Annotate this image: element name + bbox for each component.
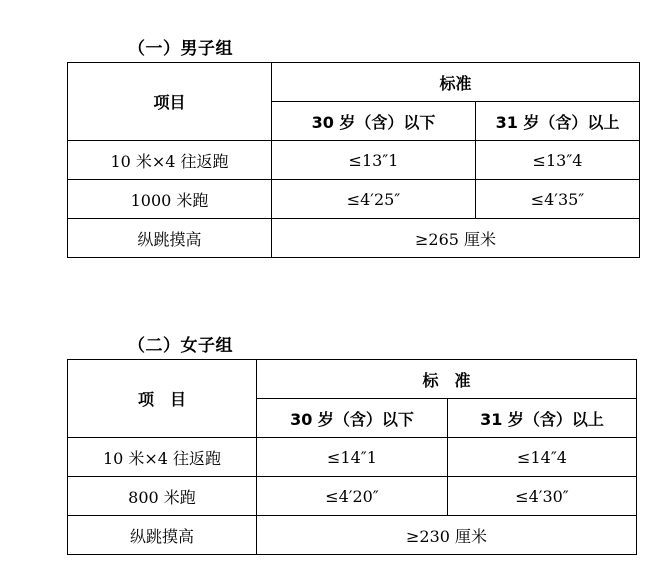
table-row	[68, 516, 637, 555]
row-value-b: ≤4′30″	[448, 477, 637, 516]
section-title-women: （二）女子组	[128, 336, 233, 356]
row-value-b: ≤14″4	[448, 438, 637, 477]
table-row	[68, 180, 640, 219]
row-value-a: ≤4′20″	[257, 477, 448, 516]
row-item: 1000 米跑	[68, 180, 272, 219]
section-title-men: （一）男子组	[128, 39, 233, 59]
row-value-b: ≤13″4	[476, 141, 640, 180]
table-row	[68, 477, 637, 516]
row-value-merged: ≥265 厘米	[272, 219, 640, 258]
row-item: 800 米跑	[68, 477, 257, 516]
row-value-b: ≤4′35″	[476, 180, 640, 219]
row-item: 纵跳摸高	[68, 219, 272, 258]
row-value-merged: ≥230 厘米	[257, 516, 637, 555]
row-item: 纵跳摸高	[68, 516, 257, 555]
row-value-a: ≤14″1	[257, 438, 448, 477]
table-row	[68, 219, 640, 258]
header-age-over-31: 31 岁（含）以上	[476, 102, 640, 141]
header-age-over-31: 31 岁（含）以上	[448, 399, 637, 438]
header-age-under-30: 30 岁（含）以下	[272, 102, 476, 141]
standards-table-women	[67, 359, 637, 555]
header-item: 项 目	[68, 360, 257, 438]
table-row	[68, 141, 640, 180]
table-row	[68, 438, 637, 477]
standards-table-men	[67, 62, 640, 258]
header-age-under-30: 30 岁（含）以下	[257, 399, 448, 438]
row-item: 10 米×4 往返跑	[68, 438, 257, 477]
header-item: 项目	[68, 63, 272, 141]
header-standard: 标准	[272, 63, 640, 102]
row-value-a: ≤4′25″	[272, 180, 476, 219]
row-item: 10 米×4 往返跑	[68, 141, 272, 180]
row-value-a: ≤13″1	[272, 141, 476, 180]
header-standard: 标 准	[257, 360, 637, 399]
